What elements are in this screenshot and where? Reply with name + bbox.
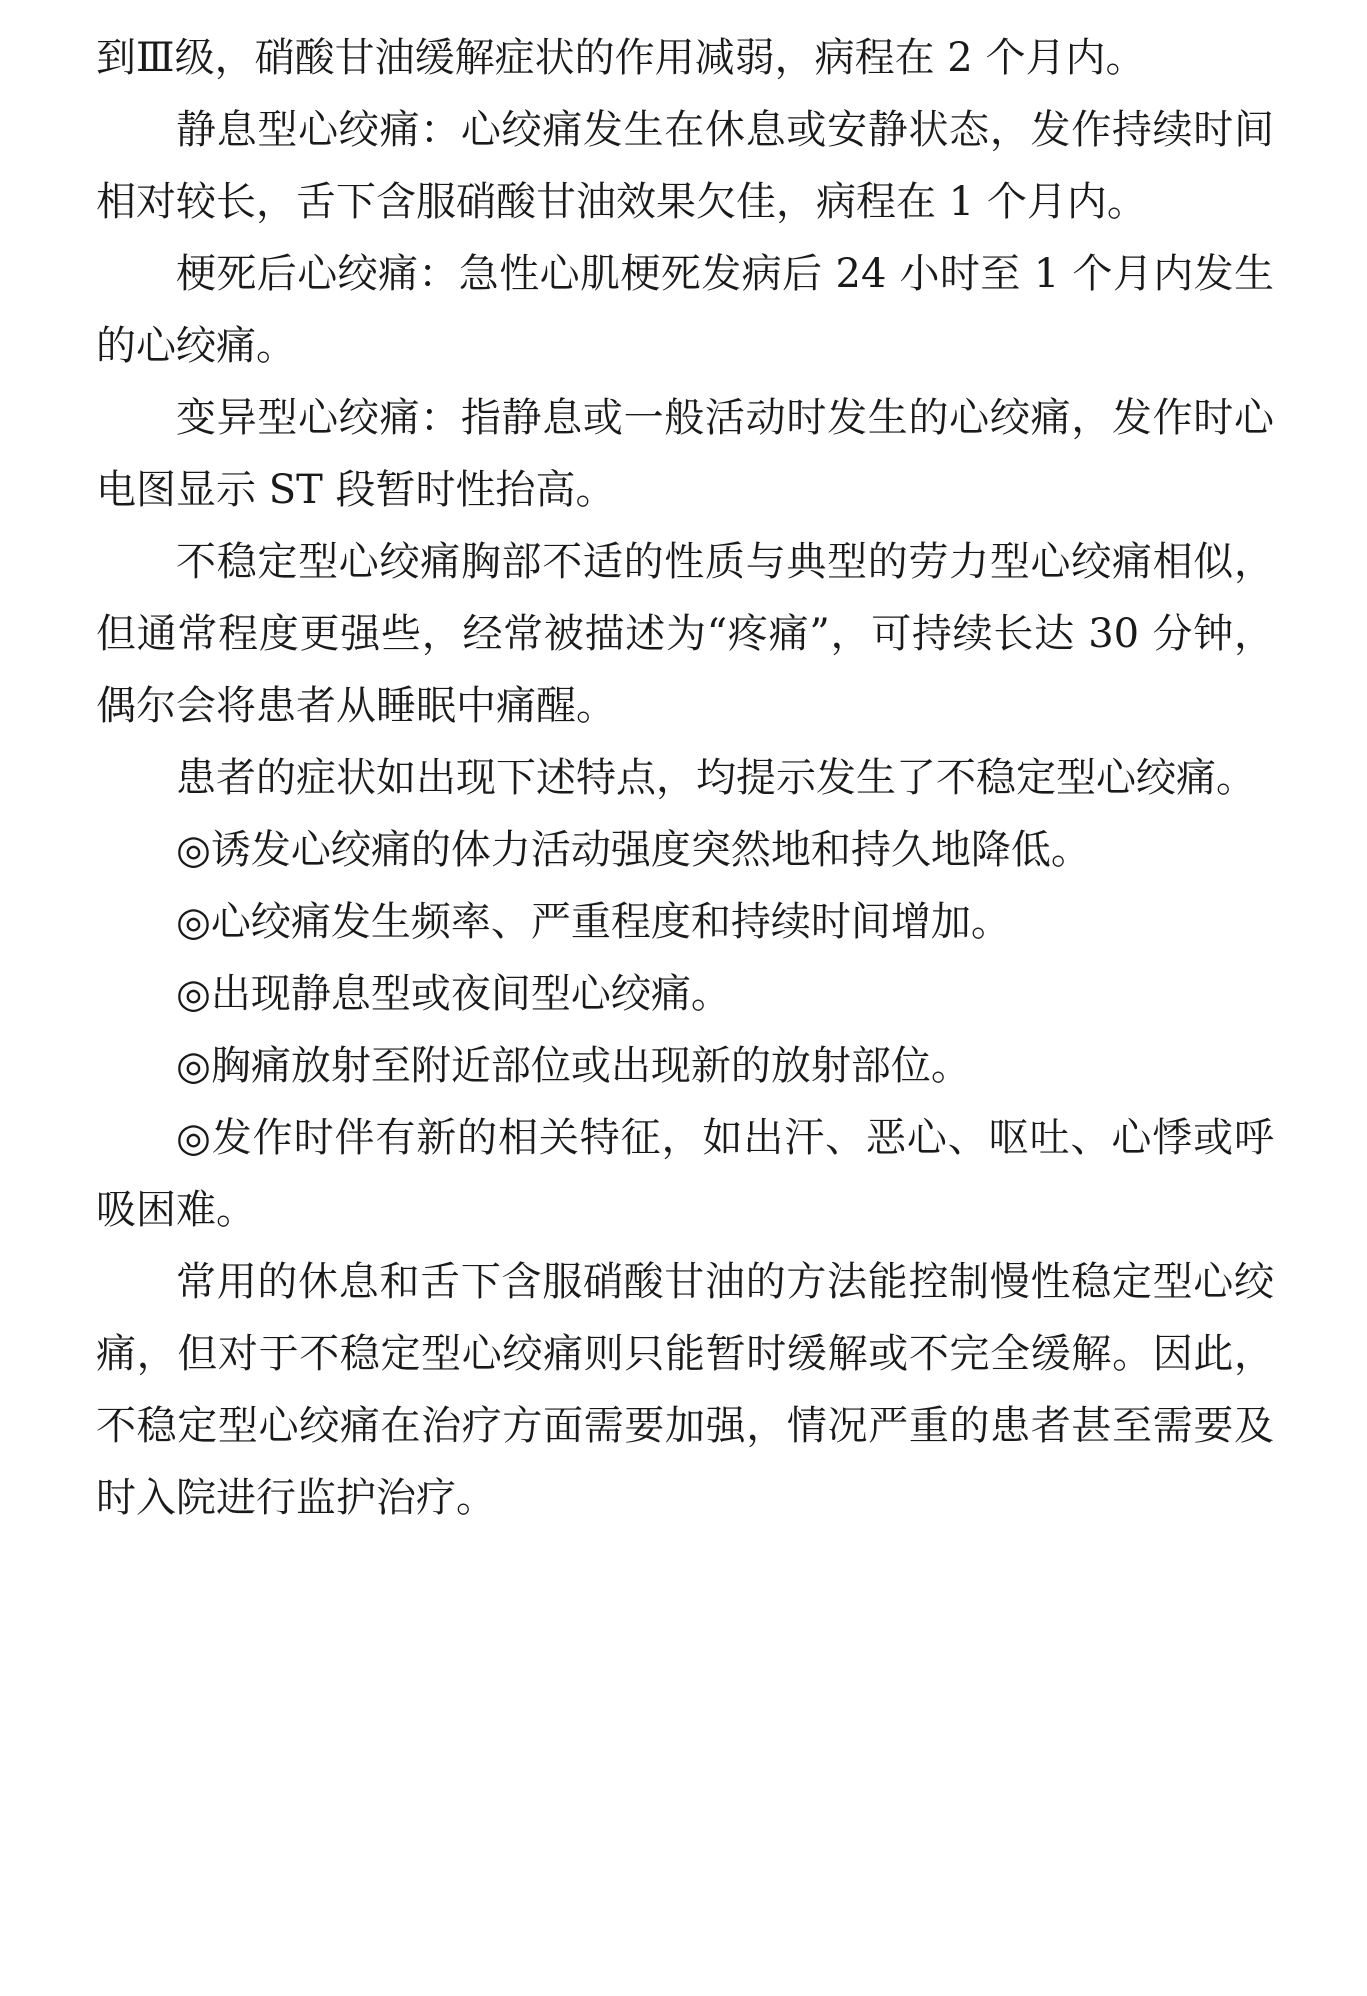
paragraph-treatment-conclusion: 常用的休息和舌下含服硝酸甘油的方法能控制慢性稳定型心绞痛，但对于不稳定型心绞痛则只能暂时缓解或不完全缓解。因此，不稳定型心绞痛在治疗方面需要加强，情况严重的患者甚至需要及时入院进行监护治疗。 (96, 1259, 1274, 1521)
paragraph-symptom-features-intro: 患者的症状如出现下述特点，均提示发生了不稳定型心绞痛。 (176, 755, 1256, 801)
bullet-item: ◎胸痛放射至附近部位或出现新的放射部位。 (176, 1043, 971, 1089)
paragraph-resting-angina: 静息型心绞痛：心绞痛发生在休息或安静状态，发作持续时间相对较长，舌下含服硝酸甘油效果欠佳，病程在 1 个月内。 (96, 107, 1274, 225)
bullet-item: ◎出现静息型或夜间型心绞痛。 (176, 971, 731, 1017)
paragraph-continuation: 到Ⅲ级，硝酸甘油缓解症状的作用减弱，病程在 2 个月内。 (96, 35, 1146, 81)
paragraph-post-infarction-angina: 梗死后心绞痛：急性心肌梗死发病后 24 小时至 1 个月内发生的心绞痛。 (96, 251, 1274, 369)
document-page (96, 22, 1274, 1534)
paragraph-unstable-angina-description: 不稳定型心绞痛胸部不适的性质与典型的劳力型心绞痛相似，但通常程度更强些，经常被描述为“疼痛”，可持续长达 30 分钟，偶尔会将患者从睡眠中痛醒。 (96, 539, 1274, 729)
bullet-item: ◎诱发心绞痛的体力活动强度突然地和持久地降低。 (176, 827, 1091, 873)
bullet-item: ◎发作时伴有新的相关特征，如出汗、恶心、呕吐、心悸或呼吸困难。 (96, 1115, 1274, 1233)
bullet-item: ◎心绞痛发生频率、严重程度和持续时间增加。 (176, 899, 1011, 945)
paragraph-variant-angina: 变异型心绞痛：指静息或一般活动时发生的心绞痛，发作时心电图显示 ST 段暂时性抬高。 (96, 395, 1274, 513)
